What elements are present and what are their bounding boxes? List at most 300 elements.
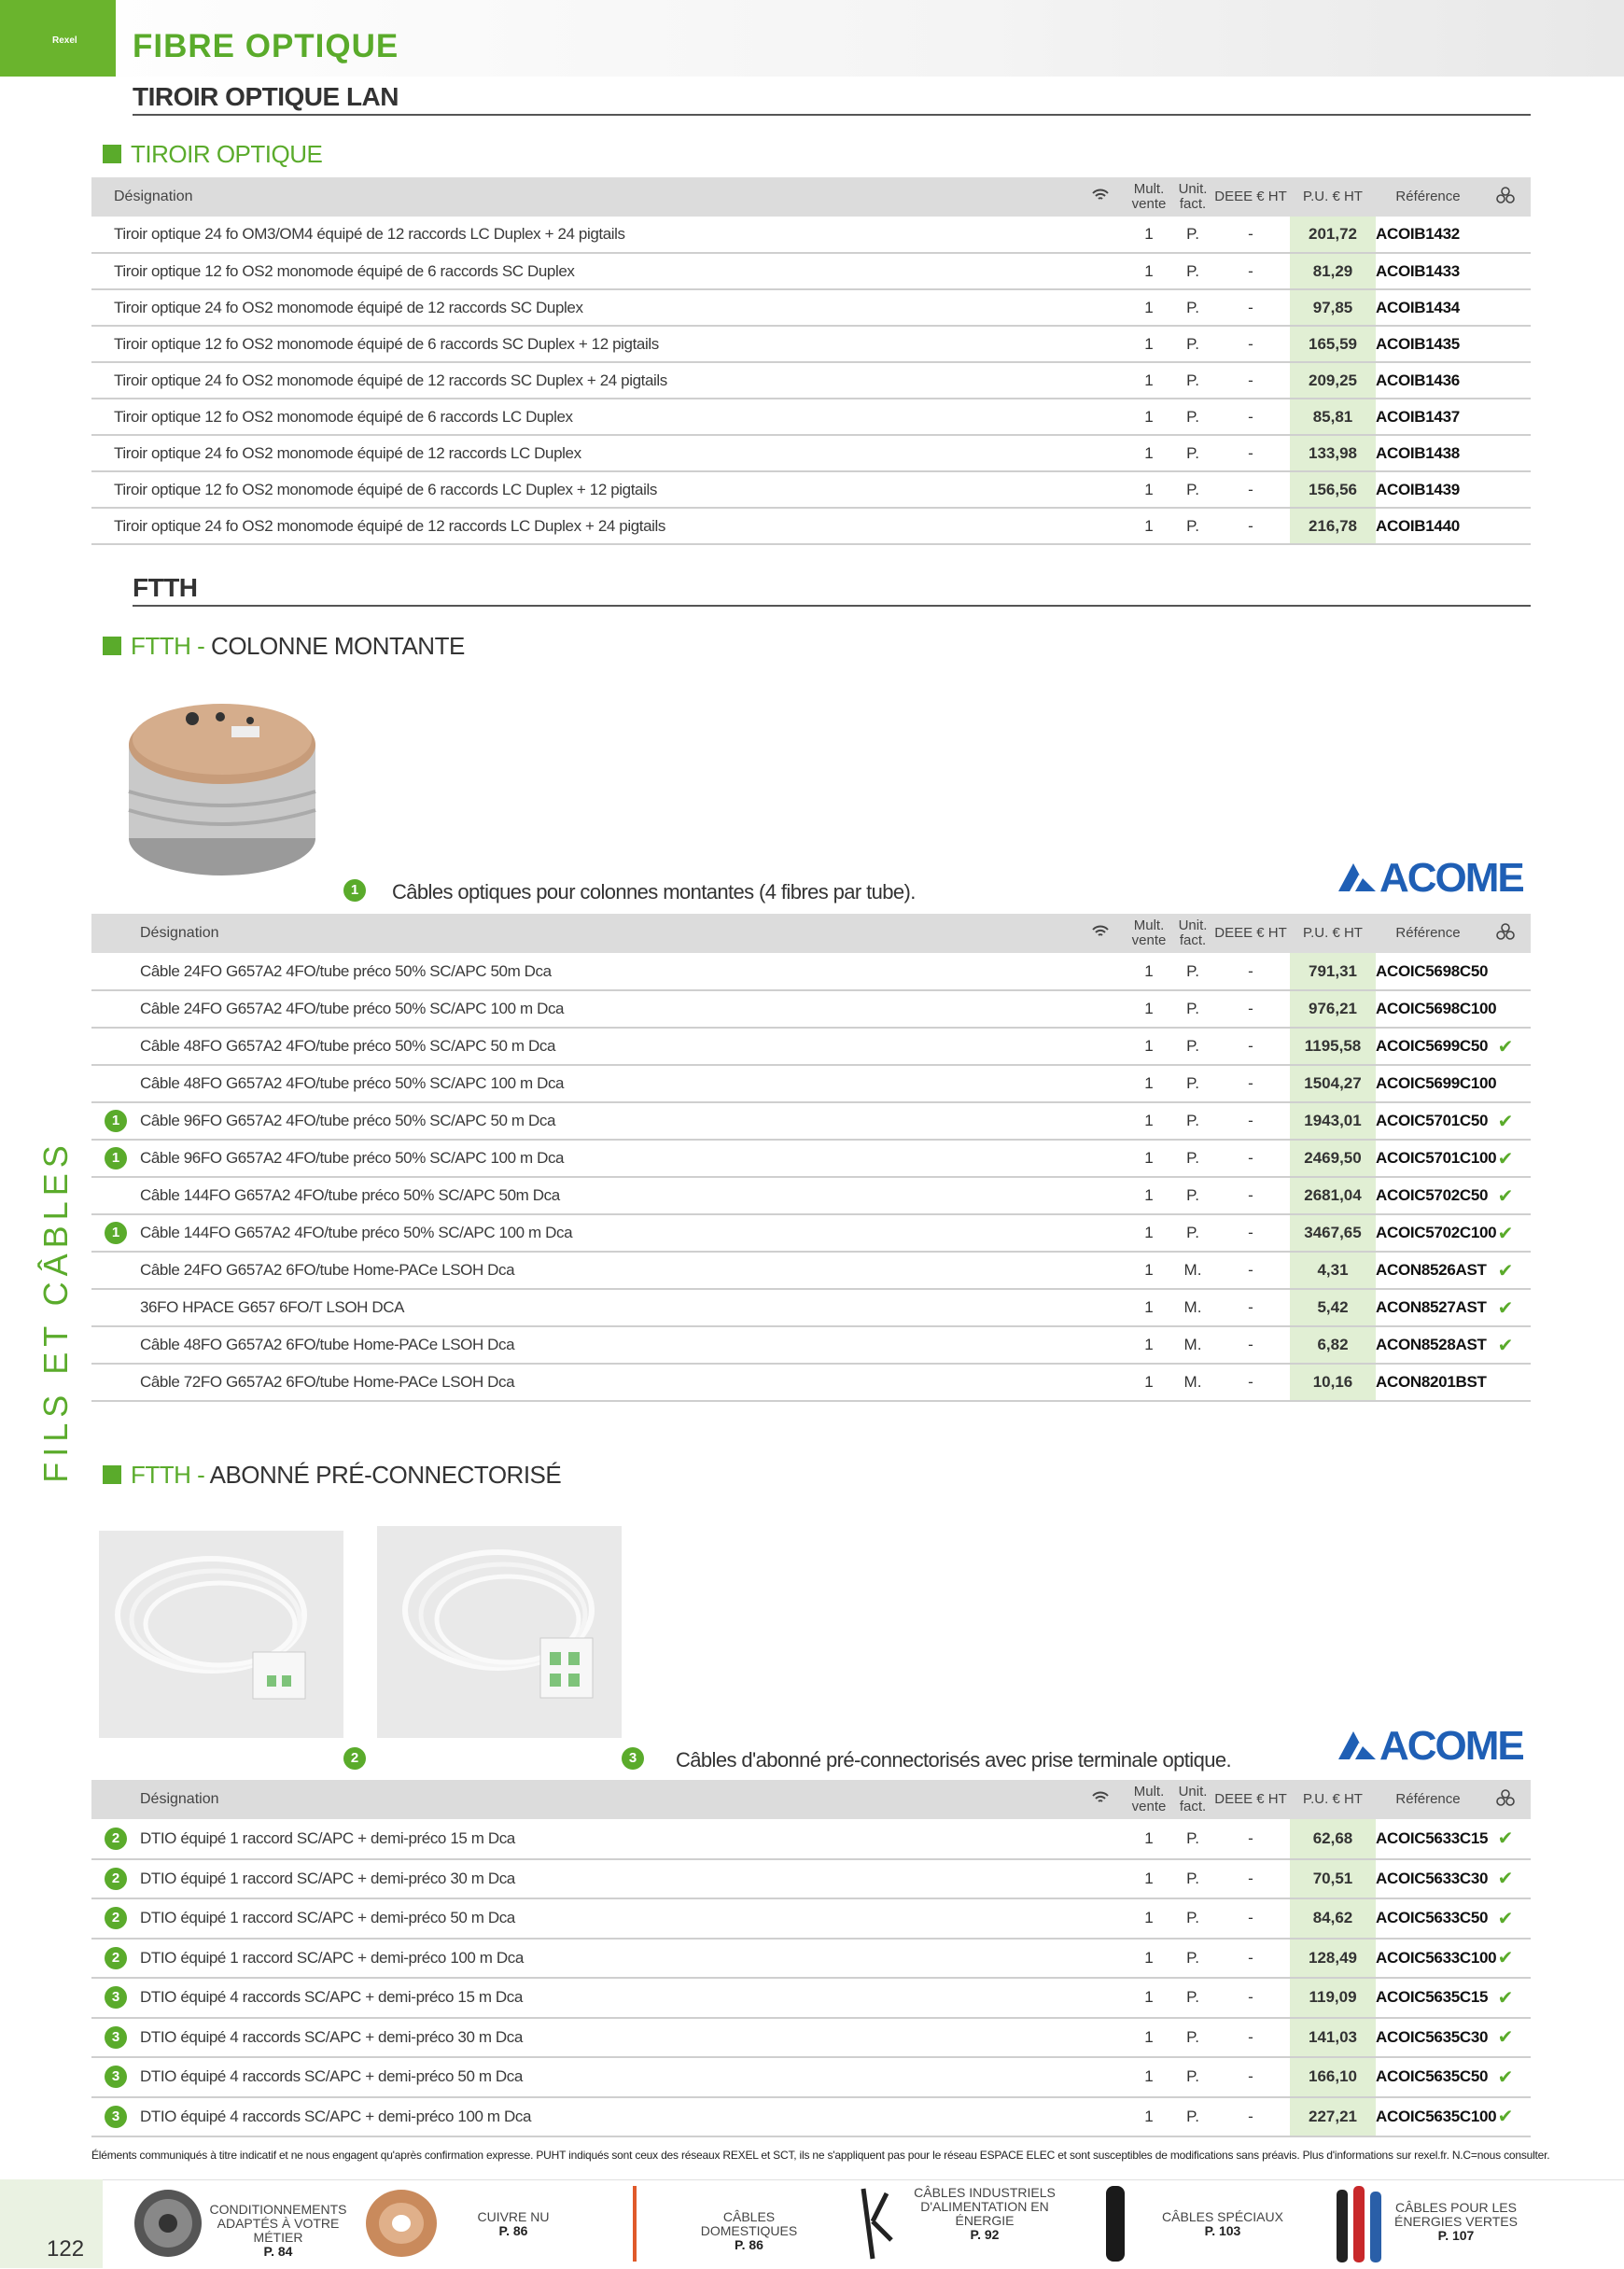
header-tab-label: Rexel xyxy=(52,35,77,46)
row-reference: ACOIC5635C15 xyxy=(1376,1978,1480,2018)
footer-item-cuivre[interactable]: CUIVRE NU P. 86 xyxy=(477,2209,550,2238)
row-price: 119,09 xyxy=(1290,1978,1376,2018)
col-deee: DEEE € HT xyxy=(1211,177,1290,217)
row-bullet xyxy=(91,1065,140,1102)
row-mult: 1 xyxy=(1124,508,1174,544)
row-unit: P. xyxy=(1174,990,1211,1028)
row-price: 97,85 xyxy=(1290,289,1376,326)
row-designation: Câble 72FO G657A2 6FO/tube Home-PACe LSOH Dca xyxy=(140,1364,1077,1401)
row-deee: - xyxy=(1211,990,1290,1028)
row-reference: ACOIB1436 xyxy=(1376,362,1480,399)
footer-item-industriels[interactable]: CÂBLES INDUSTRIELS D'ALIMENTATION EN ÉNERGIE P. 92 xyxy=(914,2185,1056,2242)
row-stock-check: ✔ xyxy=(1480,1140,1531,1177)
row-deee: - xyxy=(1211,1028,1290,1065)
table-row xyxy=(91,2097,1531,2137)
row-bullet: 3 xyxy=(91,2057,140,2097)
row-price: 84,62 xyxy=(1290,1898,1376,1939)
row-price: 141,03 xyxy=(1290,2018,1376,2058)
dtio-photo-2 xyxy=(377,1526,622,1738)
table-row xyxy=(91,471,1531,508)
row-price: 6,82 xyxy=(1290,1326,1376,1364)
row-deee: - xyxy=(1211,217,1290,253)
row-price: 1943,01 xyxy=(1290,1102,1376,1140)
col-reference: Référence xyxy=(1376,914,1480,953)
row-bullet xyxy=(91,990,140,1028)
col-unit: Unit. fact. xyxy=(1174,177,1211,217)
row-unit: P. xyxy=(1174,362,1211,399)
row-designation: Câble 24FO G657A2 6FO/tube Home-PACe LSOH Dca xyxy=(140,1252,1077,1289)
domestic-cable-icon xyxy=(611,2184,658,2263)
recycle-icon xyxy=(1480,914,1531,953)
row-mult: 1 xyxy=(1124,1214,1174,1252)
table-row xyxy=(91,2057,1531,2097)
row-unit: P. xyxy=(1174,2018,1211,2058)
table-row xyxy=(91,326,1531,362)
row-deee: - xyxy=(1211,435,1290,471)
row-mult: 1 xyxy=(1124,1028,1174,1065)
table-row xyxy=(91,2018,1531,2058)
table-row xyxy=(91,1065,1531,1102)
wifi-icon xyxy=(1077,914,1124,953)
row-unit: P. xyxy=(1174,508,1211,544)
row-unit: P. xyxy=(1174,471,1211,508)
row-deee: - xyxy=(1211,1065,1290,1102)
row-stock-check: ✔ xyxy=(1480,1819,1531,1859)
row-designation: Câble 48FO G657A2 4FO/tube préco 50% SC/APC 50 m Dca xyxy=(140,1028,1077,1065)
row-stock-check xyxy=(1480,253,1531,289)
footer-item-domestiques[interactable]: CÂBLES DOMESTIQUES P. 86 xyxy=(700,2209,798,2252)
footer-item-speciaux[interactable]: CÂBLES SPÉCIAUX P. 103 xyxy=(1162,2209,1283,2238)
row-designation: Câble 24FO G657A2 4FO/tube préco 50% SC/APC 100 m Dca xyxy=(140,990,1077,1028)
table-row xyxy=(91,1214,1531,1252)
row-stock-check xyxy=(1480,326,1531,362)
row-deee: - xyxy=(1211,1289,1290,1326)
row-mult: 1 xyxy=(1124,1859,1174,1899)
row-stock-check: ✔ xyxy=(1480,2057,1531,2097)
row-mult: 1 xyxy=(1124,2057,1174,2097)
table-row xyxy=(91,362,1531,399)
row-deee: - xyxy=(1211,1326,1290,1364)
row-reference: ACOIB1439 xyxy=(1376,471,1480,508)
table-row xyxy=(91,1289,1531,1326)
table-row xyxy=(91,990,1531,1028)
row-deee: - xyxy=(1211,1898,1290,1939)
col-deee: DEEE € HT xyxy=(1211,1780,1290,1819)
row-bullet xyxy=(91,1364,140,1401)
row-unit: P. xyxy=(1174,1177,1211,1214)
row-bullet: 2 xyxy=(91,1898,140,1939)
row-bullet: 2 xyxy=(91,1859,140,1899)
row-unit: P. xyxy=(1174,253,1211,289)
row-stock-check: ✔ xyxy=(1480,1326,1531,1364)
section-square-icon xyxy=(103,637,121,655)
row-designation: Tiroir optique 12 fo OS2 monomode équipé de 6 raccords SC Duplex xyxy=(91,253,1077,289)
table-row xyxy=(91,1102,1531,1140)
side-label: FILS ET CÂBLES xyxy=(36,1140,75,1483)
table-abonne xyxy=(91,1780,1531,2137)
row-price: 85,81 xyxy=(1290,399,1376,435)
row-bullet: 1 xyxy=(91,1214,140,1252)
col-pu: P.U. € HT xyxy=(1290,177,1376,217)
table-row xyxy=(91,253,1531,289)
row-unit: P. xyxy=(1174,399,1211,435)
row-bullet xyxy=(91,1252,140,1289)
row-reference: ACOIC5633C50 xyxy=(1376,1898,1480,1939)
recycle-icon xyxy=(1480,177,1531,217)
row-mult: 1 xyxy=(1124,1065,1174,1102)
row-reference: ACOIB1432 xyxy=(1376,217,1480,253)
row-unit: M. xyxy=(1174,1289,1211,1326)
row-deee: - xyxy=(1211,1978,1290,2018)
row-stock-check: ✔ xyxy=(1480,1859,1531,1899)
table-row xyxy=(91,953,1531,990)
page-number: 122 xyxy=(47,2236,85,2262)
wifi-icon xyxy=(1077,1780,1124,1819)
table-row xyxy=(91,399,1531,435)
row-bullet: 1 xyxy=(91,1140,140,1177)
row-bullet xyxy=(91,953,140,990)
row-mult: 1 xyxy=(1124,289,1174,326)
row-price: 2681,04 xyxy=(1290,1177,1376,1214)
row-mult: 1 xyxy=(1124,326,1174,362)
row-unit: M. xyxy=(1174,1252,1211,1289)
row-designation: Tiroir optique 12 fo OS2 monomode équipé de 6 raccords LC Duplex xyxy=(91,399,1077,435)
row-designation: Câble 48FO G657A2 6FO/tube Home-PACe LSOH Dca xyxy=(140,1326,1077,1364)
page-title: FIBRE OPTIQUE xyxy=(133,28,399,64)
footer-item-vertes[interactable]: CÂBLES POUR LES ÉNERGIES VERTES P. 107 xyxy=(1393,2200,1518,2243)
row-unit: P. xyxy=(1174,1819,1211,1859)
row-stock-check xyxy=(1480,217,1531,253)
table-row xyxy=(91,217,1531,253)
row-bullet: 3 xyxy=(91,2018,140,2058)
row-designation: DTIO équipé 1 raccord SC/APC + demi-préco 15 m Dca xyxy=(140,1819,1077,1859)
row-price: 1195,58 xyxy=(1290,1028,1376,1065)
row-price: 156,56 xyxy=(1290,471,1376,508)
row-reference: ACOIB1438 xyxy=(1376,435,1480,471)
row-designation: DTIO équipé 4 raccords SC/APC + demi-préco 15 m Dca xyxy=(140,1978,1077,2018)
row-deee: - xyxy=(1211,1214,1290,1252)
row-designation: DTIO équipé 1 raccord SC/APC + demi-préco 100 m Dca xyxy=(140,1939,1077,1979)
row-designation: Tiroir optique 12 fo OS2 monomode équipé de 6 raccords LC Duplex + 12 pigtails xyxy=(91,471,1077,508)
row-stock-check xyxy=(1480,362,1531,399)
row-designation: Tiroir optique 24 fo OS2 monomode équipé de 12 raccords LC Duplex xyxy=(91,435,1077,471)
row-designation: Câble 24FO G657A2 4FO/tube préco 50% SC/APC 50m Dca xyxy=(140,953,1077,990)
col-pu: P.U. € HT xyxy=(1290,1780,1376,1819)
row-mult: 1 xyxy=(1124,953,1174,990)
col-mult: Mult. vente xyxy=(1124,1780,1174,1819)
row-deee: - xyxy=(1211,2097,1290,2137)
row-unit: P. xyxy=(1174,1214,1211,1252)
row-reference: ACON8528AST xyxy=(1376,1326,1480,1364)
row-reference: ACOIC5635C100 xyxy=(1376,2097,1480,2137)
row-designation: Câble 96FO G657A2 4FO/tube préco 50% SC/APC 50 m Dca xyxy=(140,1102,1077,1140)
table-row xyxy=(91,1140,1531,1177)
col-designation: Désignation xyxy=(91,177,1077,217)
section-title-tiroir: TIROIR OPTIQUE xyxy=(103,140,322,169)
caption-abonne: Câbles d'abonné pré-connectorisés avec prise terminale optique. xyxy=(676,1748,1231,1772)
row-unit: P. xyxy=(1174,1102,1211,1140)
section-square-icon xyxy=(103,1465,121,1484)
section-title-colonne: FTTH - COLONNE MONTANTE xyxy=(103,632,465,661)
row-mult: 1 xyxy=(1124,217,1174,253)
wifi-icon xyxy=(1077,177,1124,217)
copper-coil-icon xyxy=(359,2184,443,2263)
row-deee: - xyxy=(1211,289,1290,326)
row-reference: ACON8201BST xyxy=(1376,1364,1480,1401)
table-row xyxy=(91,1326,1531,1364)
row-deee: - xyxy=(1211,1177,1290,1214)
row-price: 1504,27 xyxy=(1290,1065,1376,1102)
row-price: 10,16 xyxy=(1290,1364,1376,1401)
row-deee: - xyxy=(1211,2057,1290,2097)
special-cable-icon xyxy=(1092,2184,1139,2263)
ftth-heading: FTTH xyxy=(133,573,198,602)
row-deee: - xyxy=(1211,399,1290,435)
row-price: 209,25 xyxy=(1290,362,1376,399)
row-reference: ACOIC5699C50 xyxy=(1376,1028,1480,1065)
row-stock-check: ✔ xyxy=(1480,1939,1531,1979)
row-price: 81,29 xyxy=(1290,253,1376,289)
row-reference: ACOIB1437 xyxy=(1376,399,1480,435)
row-price: 166,10 xyxy=(1290,2057,1376,2097)
row-stock-check: ✔ xyxy=(1480,1102,1531,1140)
row-designation: 36FO HPACE G657 6FO/T LSOH DCA xyxy=(140,1289,1077,1326)
row-designation: DTIO équipé 4 raccords SC/APC + demi-préco 100 m Dca xyxy=(140,2097,1077,2137)
row-price: 201,72 xyxy=(1290,217,1376,253)
row-stock-check xyxy=(1480,1364,1531,1401)
row-reference: ACOIC5633C30 xyxy=(1376,1859,1480,1899)
row-reference: ACON8527AST xyxy=(1376,1289,1480,1326)
row-deee: - xyxy=(1211,1140,1290,1177)
disclaimer: Éléments communiqués à titre indicatif et ne nous engagent qu'après confirmation expresse. PUHT indiqués sont ceux des réseaux REXEL et SCT, ils ne s'appliquent pas pour le réseau ESPACE ELEC et sont susceptibles de modifications sans préavis. Plus d'informations sur rexel.fr. N.C=nous consulter. xyxy=(91,2149,1550,2162)
row-mult: 1 xyxy=(1124,1102,1174,1140)
row-unit: P. xyxy=(1174,289,1211,326)
row-designation: Câble 48FO G657A2 4FO/tube préco 50% SC/APC 100 m Dca xyxy=(140,1065,1077,1102)
ftth-rule xyxy=(133,605,1531,607)
row-price: 216,78 xyxy=(1290,508,1376,544)
col-pu: P.U. € HT xyxy=(1290,914,1376,953)
row-unit: P. xyxy=(1174,326,1211,362)
row-reference: ACOIB1435 xyxy=(1376,326,1480,362)
row-designation: Tiroir optique 24 fo OS2 monomode équipé de 12 raccords SC Duplex xyxy=(91,289,1077,326)
row-bullet: 1 xyxy=(91,1102,140,1140)
table-row xyxy=(91,508,1531,544)
row-stock-check: ✔ xyxy=(1480,1177,1531,1214)
row-designation: Tiroir optique 24 fo OS2 monomode équipé de 12 raccords SC Duplex + 24 pigtails xyxy=(91,362,1077,399)
row-price: 70,51 xyxy=(1290,1859,1376,1899)
row-stock-check: ✔ xyxy=(1480,1252,1531,1289)
photo-bullet-2: 2 xyxy=(343,1747,366,1770)
row-unit: P. xyxy=(1174,435,1211,471)
row-unit: P. xyxy=(1174,953,1211,990)
row-reference: ACOIC5702C50 xyxy=(1376,1177,1480,1214)
row-deee: - xyxy=(1211,953,1290,990)
row-deee: - xyxy=(1211,1939,1290,1979)
row-mult: 1 xyxy=(1124,1326,1174,1364)
row-unit: P. xyxy=(1174,2057,1211,2097)
row-deee: - xyxy=(1211,508,1290,544)
row-unit: P. xyxy=(1174,1065,1211,1102)
row-mult: 1 xyxy=(1124,1364,1174,1401)
row-stock-check xyxy=(1480,508,1531,544)
row-stock-check xyxy=(1480,435,1531,471)
row-deee: - xyxy=(1211,1364,1290,1401)
row-designation: Tiroir optique 24 fo OM3/OM4 équipé de 12 raccords LC Duplex + 24 pigtails xyxy=(91,217,1077,253)
row-bullet xyxy=(91,1289,140,1326)
subtitle-rule xyxy=(133,114,1531,116)
dtio-photo-1 xyxy=(99,1531,343,1738)
row-price: 128,49 xyxy=(1290,1939,1376,1979)
row-price: 3467,65 xyxy=(1290,1214,1376,1252)
col-unit: Unit. fact. xyxy=(1174,914,1211,953)
row-reference: ACOIB1434 xyxy=(1376,289,1480,326)
table-row xyxy=(91,1252,1531,1289)
row-deee: - xyxy=(1211,471,1290,508)
row-deee: - xyxy=(1211,1819,1290,1859)
row-reference: ACOIC5698C100 xyxy=(1376,990,1480,1028)
caption-bullet: 1 xyxy=(343,879,366,902)
row-price: 133,98 xyxy=(1290,435,1376,471)
row-designation: Tiroir optique 24 fo OS2 monomode équipé de 12 raccords LC Duplex + 24 pigtails xyxy=(91,508,1077,544)
row-mult: 1 xyxy=(1124,1819,1174,1859)
row-mult: 1 xyxy=(1124,362,1174,399)
row-unit: P. xyxy=(1174,1140,1211,1177)
row-unit: M. xyxy=(1174,1326,1211,1364)
row-deee: - xyxy=(1211,2018,1290,2058)
row-unit: P. xyxy=(1174,1859,1211,1899)
col-designation: Désignation xyxy=(140,1780,1077,1819)
table-row xyxy=(91,1364,1531,1401)
row-price: 5,42 xyxy=(1290,1289,1376,1326)
table-row xyxy=(91,1028,1531,1065)
acome-logo: ACOME xyxy=(1335,1723,1523,1770)
col-reference: Référence xyxy=(1376,1780,1480,1819)
row-reference: ACOIC5633C100 xyxy=(1376,1939,1480,1979)
table-row xyxy=(91,1978,1531,2018)
table-row xyxy=(91,289,1531,326)
row-deee: - xyxy=(1211,1102,1290,1140)
row-price: 4,31 xyxy=(1290,1252,1376,1289)
row-reference: ACOIC5702C100 xyxy=(1376,1214,1480,1252)
row-bullet: 3 xyxy=(91,1978,140,2018)
row-stock-check: ✔ xyxy=(1480,1978,1531,2018)
row-reference: ACON8526AST xyxy=(1376,1252,1480,1289)
table-row xyxy=(91,1859,1531,1899)
photo-bullet-3: 3 xyxy=(622,1747,644,1770)
row-deee: - xyxy=(1211,1859,1290,1899)
row-stock-check: ✔ xyxy=(1480,1214,1531,1252)
row-stock-check: ✔ xyxy=(1480,1028,1531,1065)
col-designation: Désignation xyxy=(140,914,1077,953)
row-mult: 1 xyxy=(1124,399,1174,435)
industrial-cable-icon xyxy=(845,2184,901,2263)
row-designation: Câble 144FO G657A2 4FO/tube préco 50% SC/APC 50m Dca xyxy=(140,1177,1077,1214)
row-deee: - xyxy=(1211,253,1290,289)
row-designation: Câble 144FO G657A2 4FO/tube préco 50% SC/APC 100 m Dca xyxy=(140,1214,1077,1252)
row-designation: Tiroir optique 12 fo OS2 monomode équipé de 6 raccords SC Duplex + 12 pigtails xyxy=(91,326,1077,362)
col-mult: Mult. vente xyxy=(1124,914,1174,953)
row-mult: 1 xyxy=(1124,1898,1174,1939)
row-stock-check xyxy=(1480,471,1531,508)
row-unit: P. xyxy=(1174,217,1211,253)
row-bullet xyxy=(91,1326,140,1364)
row-unit: P. xyxy=(1174,1939,1211,1979)
row-reference: ACOIB1440 xyxy=(1376,508,1480,544)
row-bullet: 2 xyxy=(91,1819,140,1859)
table-row xyxy=(91,1898,1531,1939)
row-price: 165,59 xyxy=(1290,326,1376,362)
col-mult: Mult. vente xyxy=(1124,177,1174,217)
row-mult: 1 xyxy=(1124,1177,1174,1214)
recycle-icon xyxy=(1480,1780,1531,1819)
table-row xyxy=(91,1819,1531,1859)
row-stock-check: ✔ xyxy=(1480,2018,1531,2058)
table-row xyxy=(91,435,1531,471)
col-deee: DEEE € HT xyxy=(1211,914,1290,953)
row-price: 227,21 xyxy=(1290,2097,1376,2137)
row-reference: ACOIC5701C100 xyxy=(1376,1140,1480,1177)
row-deee: - xyxy=(1211,326,1290,362)
row-designation: DTIO équipé 4 raccords SC/APC + demi-préco 30 m Dca xyxy=(140,2018,1077,2058)
row-deee: - xyxy=(1211,1252,1290,1289)
row-bullet xyxy=(91,1028,140,1065)
row-stock-check xyxy=(1480,953,1531,990)
row-mult: 1 xyxy=(1124,471,1174,508)
page-subtitle: TIROIR OPTIQUE LAN xyxy=(133,82,399,111)
table-row xyxy=(91,1939,1531,1979)
section-title-abonne: FTTH - ABONNÉ PRÉ-CONNECTORISÉ xyxy=(103,1461,561,1490)
row-bullet: 3 xyxy=(91,2097,140,2137)
row-unit: P. xyxy=(1174,1898,1211,1939)
row-reference: ACOIC5701C50 xyxy=(1376,1102,1480,1140)
row-stock-check: ✔ xyxy=(1480,2097,1531,2137)
row-reference: ACOIC5635C50 xyxy=(1376,2057,1480,2097)
row-designation: DTIO équipé 1 raccord SC/APC + demi-préco 50 m Dca xyxy=(140,1898,1077,1939)
row-stock-check xyxy=(1480,399,1531,435)
row-stock-check: ✔ xyxy=(1480,1289,1531,1326)
row-unit: M. xyxy=(1174,1364,1211,1401)
row-unit: P. xyxy=(1174,1978,1211,2018)
section-square-icon xyxy=(103,145,121,163)
row-unit: P. xyxy=(1174,2097,1211,2137)
row-bullet: 2 xyxy=(91,1939,140,1979)
row-mult: 1 xyxy=(1124,2018,1174,2058)
row-price: 62,68 xyxy=(1290,1819,1376,1859)
row-mult: 1 xyxy=(1124,435,1174,471)
row-price: 791,31 xyxy=(1290,953,1376,990)
row-mult: 1 xyxy=(1124,2097,1174,2137)
footer-item-conditionnements[interactable]: CONDITIONNEMENTS ADAPTÉS À VOTRE MÉTIER P. 84 xyxy=(209,2202,347,2259)
row-reference: ACOIC5635C30 xyxy=(1376,2018,1480,2058)
row-designation: DTIO équipé 4 raccords SC/APC + demi-préco 50 m Dca xyxy=(140,2057,1077,2097)
row-mult: 1 xyxy=(1124,990,1174,1028)
cable-drum-icon xyxy=(126,2184,210,2263)
acome-logo: ACOME xyxy=(1335,855,1523,902)
row-reference: ACOIC5699C100 xyxy=(1376,1065,1480,1102)
row-mult: 1 xyxy=(1124,1252,1174,1289)
col-unit: Unit. fact. xyxy=(1174,1780,1211,1819)
row-stock-check xyxy=(1480,289,1531,326)
row-stock-check: ✔ xyxy=(1480,1898,1531,1939)
row-unit: P. xyxy=(1174,1028,1211,1065)
row-bullet xyxy=(91,1177,140,1214)
caption-colonne: Câbles optiques pour colonnes montantes (4 fibres par tube). xyxy=(392,880,916,903)
table-tiroir xyxy=(91,177,1531,545)
row-mult: 1 xyxy=(1124,1939,1174,1979)
row-mult: 1 xyxy=(1124,1140,1174,1177)
col-reference: Référence xyxy=(1376,177,1480,217)
cable-reel-photo xyxy=(110,679,334,885)
